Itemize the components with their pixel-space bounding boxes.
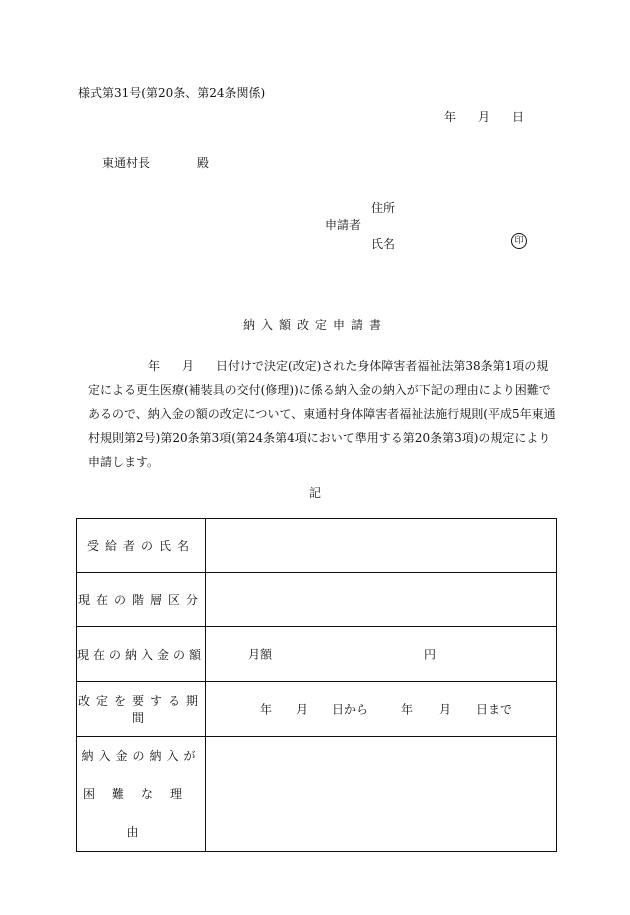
period-to-day: 日まで: [476, 702, 513, 717]
income-bracket-label: 現在の階層区分: [77, 573, 206, 627]
period-to-year: 年: [401, 702, 414, 717]
table-row: [77, 627, 557, 682]
revision-period-label: 改定を要する期間: [77, 682, 206, 737]
current-payment-label: 現在の納入金の額: [77, 627, 206, 682]
addressee-honorific: 殿: [197, 156, 210, 170]
body-year: 年: [148, 359, 161, 373]
document-title: 納入額改定申請書: [242, 318, 387, 332]
revision-period-field[interactable]: [206, 682, 557, 737]
table-row: [77, 573, 557, 627]
current-payment-field[interactable]: [206, 627, 557, 682]
table-row: [77, 682, 557, 737]
yen-label: 円: [424, 647, 437, 662]
addressee: [102, 154, 209, 171]
date-line: [444, 108, 524, 125]
date-day: 日: [512, 110, 525, 124]
table-row: [77, 737, 557, 852]
difficulty-reason-field[interactable]: [206, 737, 557, 852]
period-to-month: 月: [439, 702, 452, 717]
income-bracket-field[interactable]: [206, 573, 557, 627]
monthly-amount-label: 月額: [248, 647, 273, 662]
body-text: 日付けで決定(改定)された身体障害者福祉法第38条第1項の規定による更生医療(補装具の交付(修理))に係る納入金の納入が下記の理由により困難であるので、納入金の額の改定について、東通村身体障害者福祉法施行規則(平成5年東通村規則第2号)第20条第3項(第24条第4項において準用する第20条第3項)の規定により申請します。: [88, 359, 556, 469]
date-month: 月: [478, 110, 491, 124]
body-paragraph: [88, 354, 558, 474]
recipient-name-label: 受給者の氏名: [77, 519, 206, 573]
period-from-year: 年: [260, 702, 273, 717]
seal-icon: 印: [511, 233, 527, 249]
difficulty-reason-label: 納入金の納入が 困難な理由: [77, 737, 206, 852]
table-row: [77, 519, 557, 573]
applicant-label: 申請者: [325, 218, 362, 232]
ki-heading: 記: [308, 486, 321, 500]
addressee-name: 東通村長: [102, 156, 151, 170]
name-label: 氏名: [371, 237, 396, 251]
details-table: [76, 518, 557, 852]
period-from-month: 月: [296, 702, 309, 717]
form-number: 様式第31号(第20条、第24条関係): [78, 86, 266, 100]
body-month: 月: [182, 359, 195, 373]
address-label: 住所: [371, 201, 396, 215]
date-year: 年: [444, 110, 457, 124]
period-from-day: 日から: [332, 702, 369, 717]
recipient-name-field[interactable]: [206, 519, 557, 573]
